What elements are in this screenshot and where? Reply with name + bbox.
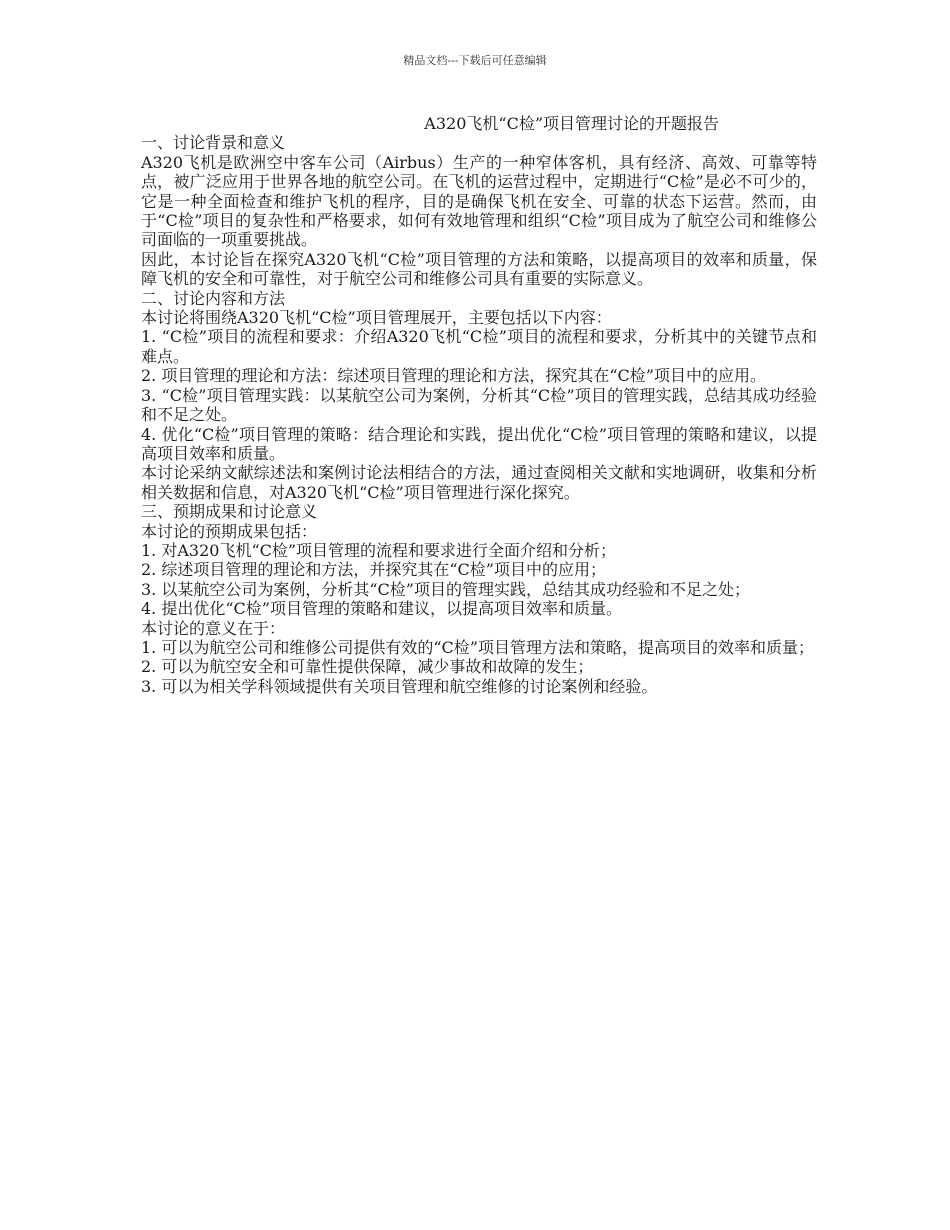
section-heading-background: 一、讨论背景和意义 — [141, 133, 286, 153]
list-item-significance-1: 1. 可以为航空公司和维修公司提供有效的“C检”项目管理方法和策略，提高项目的效率和质量； — [141, 637, 814, 657]
paragraph-outcomes-intro: 本讨论的预期成果包括： — [141, 521, 318, 541]
list-item-significance-2: 2. 可以为航空安全和可靠性提供保障，减少事故和故障的发生； — [141, 657, 594, 677]
list-item-content-2: 2. 项目管理的理论和方法：综述项目管理的理论和方法，探究其在“C检”项目中的应用。 — [141, 366, 766, 386]
list-item-content-3: 3. “C检”项目管理实践：以某航空公司为案例，分析其“C检”项目的管理实践，总结其成功经验和不足之处。 — [141, 385, 817, 425]
paragraph-significance-intro: 本讨论的意义在于： — [141, 618, 286, 638]
paragraph-background-purpose: 因此，本讨论旨在探究A320飞机“C检”项目管理的方法和策略，以提高项目的效率和质量，保障飞机的安全和可靠性，对于航空公司和维修公司具有重要的实际意义。 — [141, 249, 817, 289]
document-body — [141, 114, 817, 696]
paragraph-method: 本讨论采纳文献综述法和案例讨论法相结合的方法，通过查阅相关文献和实地调研，收集和分析相关数据和信息，对A320飞机“C检”项目管理进行深化探究。 — [141, 463, 817, 502]
list-item-outcome-2: 2. 综述项目管理的理论和方法，并探究其在“C检”项目中的应用； — [141, 560, 606, 580]
list-item-outcome-4: 4. 提出优化“C检”项目管理的策略和建议，以提高项目效率和质量。 — [141, 599, 622, 619]
list-item-content-4: 4. 优化“C检”项目管理的策略：结合理论和实践，提出优化“C检”项目管理的策略和建议，以提高项目效率和质量。 — [141, 424, 817, 463]
page-header-text: 精品文档---下载后可任意编辑 — [403, 54, 547, 67]
list-item-outcome-3: 3. 以某航空公司为案例，分析其“C检”项目的管理实践，总结其成功经验和不足之处； — [141, 579, 750, 599]
document-title: A320飞机“C检”项目管理讨论的开题报告 — [424, 114, 719, 133]
section-heading-content-method: 二、讨论内容和方法 — [141, 288, 286, 308]
list-item-significance-3: 3. 可以为相关学科领域提供有关项目管理和航空维修的讨论案例和经验。 — [141, 676, 658, 696]
section-heading-outcomes: 三、预期成果和讨论意义 — [141, 502, 318, 522]
list-item-outcome-1: 1. 对A320飞机“C检”项目管理的流程和要求进行全面介绍和分析； — [141, 540, 617, 560]
paragraph-background-intro: A320飞机是欧洲空中客车公司（Airbus）生产的一种窄体客机，具有经济、高效、可靠等特点，被广泛应用于世界各地的航空公司。在飞机的运营过程中，定期进行“C检”是必不可少的，它是一种全面检查和维护飞机的程序，目的是确保飞机在安全、可靠的状态下运营。然而，由于“C检”项目的复杂性和严格要求，如何有效地管理和组织“C检”项目成为了航空公司和维修公司面临的一项重要挑战。 — [141, 152, 817, 250]
list-item-content-1: 1. “C检”项目的流程和要求：介绍A320飞机“C检”项目的流程和要求，分析其中的关键节点和难点。 — [141, 327, 817, 366]
paragraph-content-intro: 本讨论将围绕A320飞机“C检”项目管理展开，主要包括以下内容： — [141, 308, 612, 328]
